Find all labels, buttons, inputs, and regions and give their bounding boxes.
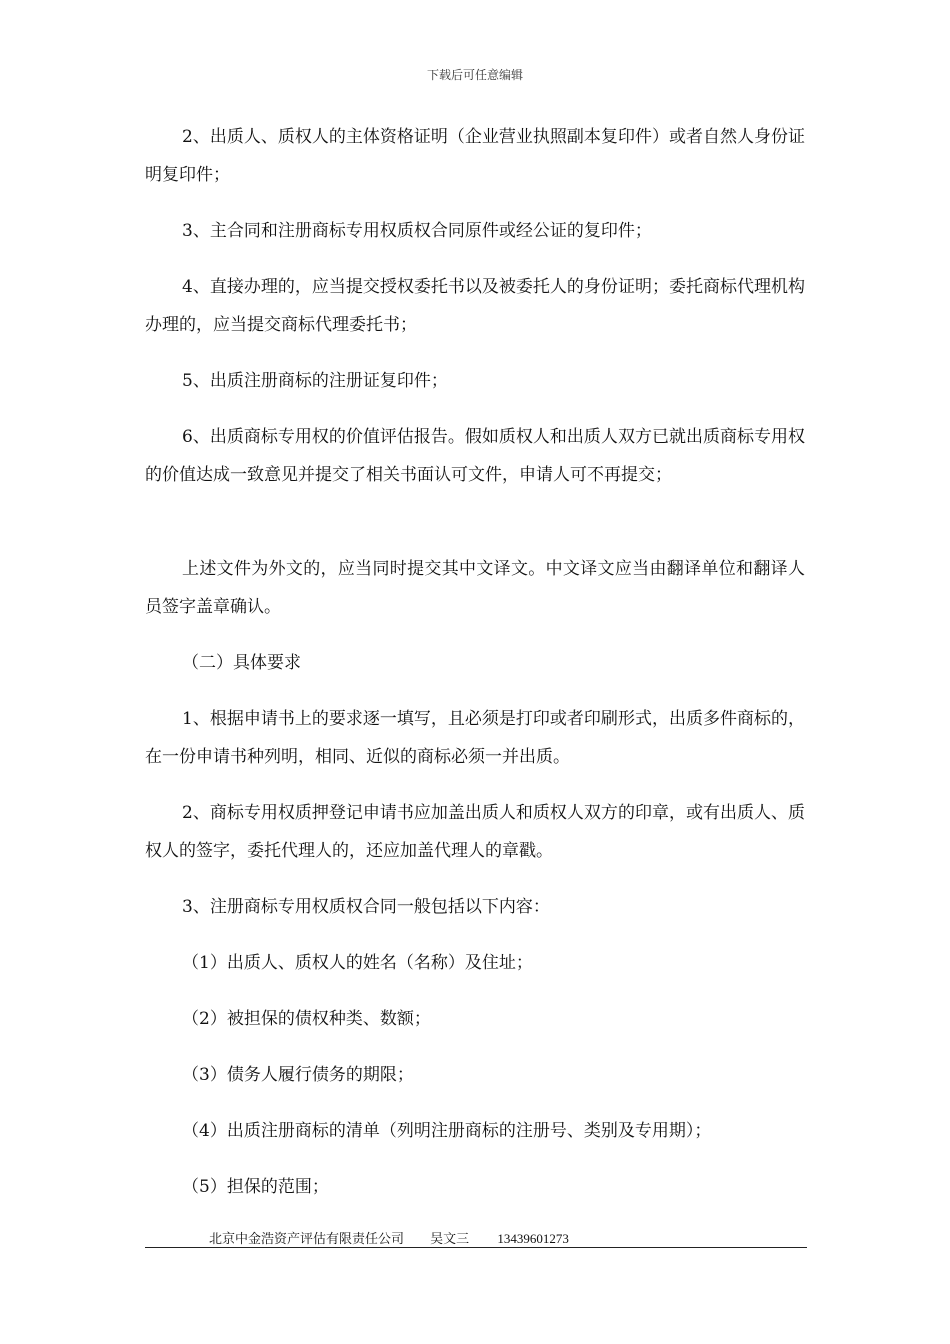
contract-item-4: （4）出质注册商标的清单（列明注册商标的注册号、类别及专用期）； <box>182 1121 712 1141</box>
section-heading-requirements: （二）具体要求 <box>182 653 301 673</box>
paragraph-item-2: 2、出质人、质权人的主体资格证明（企业营业执照副本复印件）或者自然人身份证明复印件； <box>145 127 805 185</box>
paragraph-item-3: 3、主合同和注册商标专用权质权合同原件或经公证的复印件； <box>182 221 652 241</box>
page-header: 下载后可任意编辑 <box>426 68 523 82</box>
contract-item-2: （2）被担保的债权种类、数额； <box>182 1009 431 1029</box>
contract-item-5: （5）担保的范围； <box>182 1177 329 1197</box>
requirement-item-1: 1、根据申请书上的要求逐一填写，且必须是打印或者印刷形式，出质多件商标的，在一份申请书种列明，相同、近似的商标必须一并出质。 <box>145 709 805 767</box>
footer-company: 北京中金浩资产评估有限责任公司 <box>209 1232 405 1247</box>
paragraph-translation-note: 上述文件为外文的，应当同时提交其中文译文。中文译文应当由翻译单位和翻译人员签字盖章确认。 <box>145 559 805 617</box>
paragraph-item-4: 4、直接办理的，应当提交授权委托书以及被委托人的身份证明；委托商标代理机构办理的，应当提交商标代理委托书； <box>145 277 805 335</box>
paragraph-item-6: 6、出质商标专用权的价值评估报告。假如质权人和出质人双方已就出质商标专用权的价值达成一致意见并提交了相关书面认可文件，申请人可不再提交； <box>145 427 805 485</box>
contract-item-3: （3）债务人履行债务的期限； <box>182 1065 414 1085</box>
requirement-item-2: 2、商标专用权质押登记申请书应加盖出质人和质权人双方的印章，或有出质人、质权人的签字，委托代理人的，还应加盖代理人的章戳。 <box>145 803 805 861</box>
requirement-item-3: 3、注册商标专用权质权合同一般包括以下内容： <box>182 897 550 917</box>
footer-contact-name: 吴文三 <box>430 1232 470 1247</box>
page-footer <box>209 1228 569 1247</box>
footer-phone: 13439601273 <box>497 1231 569 1246</box>
paragraph-item-5: 5、出质注册商标的注册证复印件； <box>182 371 448 391</box>
footer-divider <box>145 1247 807 1248</box>
contract-item-1: （1）出质人、质权人的姓名（名称）及住址； <box>182 953 533 973</box>
